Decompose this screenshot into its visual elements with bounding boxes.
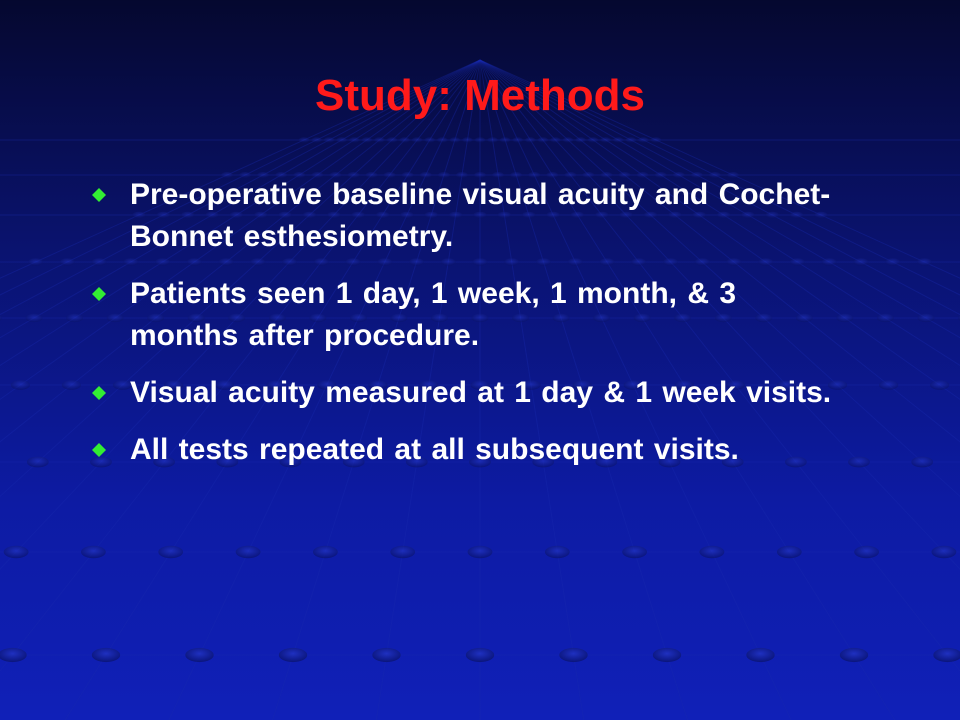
- grid-dot: [853, 258, 868, 265]
- grid-dot: [324, 137, 335, 142]
- grid-dot: [299, 137, 310, 142]
- grid-dot: [911, 457, 933, 468]
- bullet-list: [90, 174, 850, 486]
- grid-dot: [27, 457, 49, 468]
- grid-dot: [854, 546, 879, 558]
- grid-dot: [746, 648, 774, 662]
- grid-dot: [0, 648, 27, 662]
- bullet-text: Pre-operative baseline visual acuity and Cochet-Bonnet esthesiometry.: [130, 178, 831, 253]
- grid-dot: [777, 546, 802, 558]
- grid-dot: [588, 137, 599, 142]
- grid-dot: [653, 648, 681, 662]
- grid-dot: [622, 546, 647, 558]
- diamond-bullet-icon: [90, 429, 130, 471]
- grid-dot: [840, 648, 868, 662]
- grid-dot: [930, 380, 949, 390]
- grid-dot: [512, 137, 523, 142]
- grid-dot: [424, 137, 435, 142]
- grid-dot: [500, 137, 511, 142]
- bullet-item: [90, 372, 850, 414]
- grid-dot: [28, 258, 43, 265]
- grid-dot: [62, 380, 81, 390]
- grid-dot: [313, 546, 338, 558]
- grid-dot: [26, 314, 43, 322]
- grid-dot: [462, 137, 473, 142]
- grid-dot: [0, 314, 2, 322]
- grid-dot: [60, 258, 75, 265]
- grid-dot: [525, 137, 536, 142]
- grid-dot: [559, 648, 587, 662]
- grid-dot: [918, 314, 935, 322]
- grid-dot: [575, 137, 586, 142]
- grid-dot: [877, 314, 894, 322]
- bullet-text: All tests repeated at all subsequent visits.: [130, 433, 739, 466]
- diamond-bullet-icon: [90, 372, 130, 414]
- grid-dot: [450, 137, 461, 142]
- grid-dot: [563, 137, 574, 142]
- grid-dot: [374, 137, 385, 142]
- grid-dot: [848, 457, 870, 468]
- grid-dot: [626, 137, 637, 142]
- grid-dot: [468, 546, 493, 558]
- grid-dot: [412, 137, 423, 142]
- diamond-bullet-icon: [90, 174, 130, 216]
- grid-dot: [600, 137, 611, 142]
- grid-dot: [932, 546, 957, 558]
- grid-dot: [390, 546, 415, 558]
- bullet-text: Visual acuity measured at 1 day & 1 week visits.: [130, 376, 832, 409]
- grid-dot: [613, 137, 624, 142]
- grid-dot: [81, 546, 106, 558]
- grid-dot: [372, 648, 400, 662]
- grid-dot: [466, 648, 494, 662]
- grid-dot: [66, 314, 83, 322]
- grid-dot: [545, 546, 570, 558]
- grid-dot: [185, 648, 213, 662]
- grid-dot: [399, 137, 410, 142]
- bullet-item: [90, 273, 850, 357]
- grid-dot: [158, 546, 183, 558]
- grid-dot: [336, 137, 347, 142]
- grid-dot: [311, 137, 322, 142]
- grid-dot: [487, 137, 498, 142]
- grid-dot: [11, 380, 30, 390]
- grid-dot: [538, 137, 549, 142]
- grid-dot: [475, 137, 486, 142]
- diamond-bullet-icon: [90, 273, 130, 315]
- grid-dot: [917, 258, 932, 265]
- grid-dot: [236, 546, 261, 558]
- bullet-item: [90, 174, 850, 258]
- bullet-text: Patients seen 1 day, 1 week, 1 month, & 3 months after procedure.: [130, 277, 737, 352]
- grid-dot: [362, 137, 373, 142]
- grid-dot: [437, 137, 448, 142]
- grid-dot: [638, 137, 649, 142]
- grid-dot: [92, 648, 120, 662]
- grid-dot: [879, 380, 898, 390]
- grid-dot: [349, 137, 360, 142]
- grid-dot: [885, 258, 900, 265]
- grid-dot: [279, 648, 307, 662]
- grid-dot: [651, 137, 662, 142]
- grid-dot: [387, 137, 398, 142]
- grid-dot: [4, 546, 29, 558]
- grid-dot: [550, 137, 561, 142]
- bullet-item: [90, 429, 850, 471]
- slide-title: Study: Methods: [315, 71, 645, 120]
- grid-dot: [700, 546, 725, 558]
- grid-dot: [933, 648, 960, 662]
